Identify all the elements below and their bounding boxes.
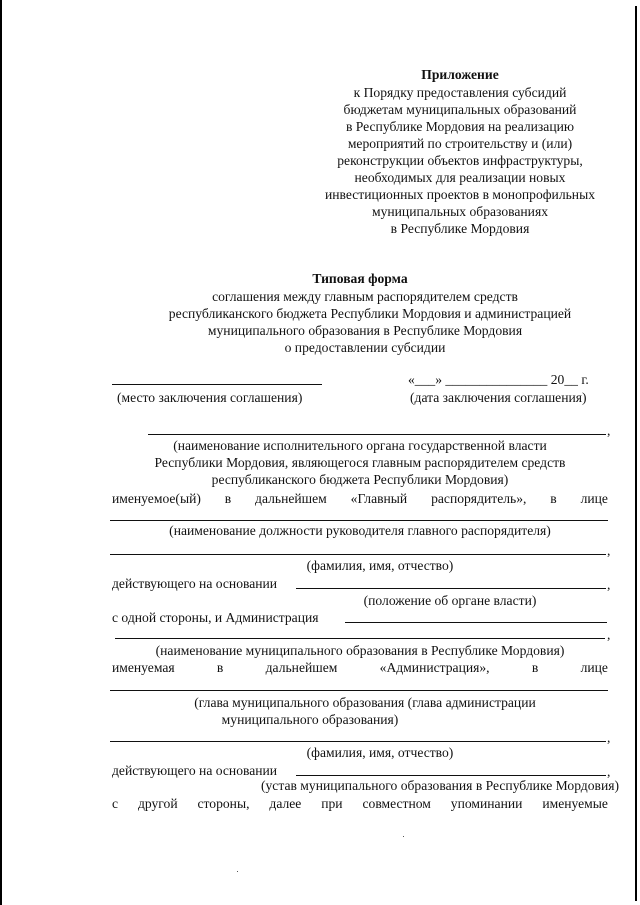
comma: ,: [607, 730, 611, 745]
scan-border-right: [635, 6, 637, 901]
form-title: Типовая форма: [312, 271, 408, 286]
date-field[interactable]: «___» _______________ 20__ г.: [408, 372, 589, 387]
comma: ,: [607, 577, 611, 592]
charter-caption: (устав муниципального образования в Республике Мордовия): [260, 778, 619, 793]
exec-body-caption: Республики Мордовия, являющегося главным распорядителем средств: [154, 455, 566, 470]
word: дальнейшем: [255, 491, 327, 506]
appendix-line: необходимых для реализации новых: [354, 170, 566, 185]
appendix-line: мероприятий по строительству и (или): [347, 136, 573, 151]
named-admin-line: [112, 659, 608, 676]
appendix-line: в Республике Мордовия на реализацию: [345, 119, 575, 134]
acting-basis-label-2: действующего на основании: [112, 763, 278, 778]
fio-caption-1: (фамилия, имя, отчество): [306, 558, 454, 573]
word: лице: [580, 660, 608, 675]
head-field-line[interactable]: [110, 690, 608, 691]
word: дальнейшем: [265, 660, 338, 675]
word: лице: [580, 491, 608, 506]
authority-caption: (положение об органе власти): [363, 593, 537, 608]
word: в: [224, 491, 232, 506]
one-side-label: с одной стороны, и Администрация: [112, 610, 319, 625]
word: совместном: [362, 796, 431, 811]
place-caption: (место заключения соглашения): [117, 390, 303, 405]
fio-field-line-2[interactable]: [110, 741, 606, 742]
other-side-line: [112, 795, 608, 812]
scan-speck: [237, 871, 238, 872]
mo-caption: (наименование муниципального образования в Республике Мордовия): [155, 643, 565, 658]
comma: ,: [607, 543, 611, 558]
word: «Главный: [350, 491, 408, 506]
head-caption: муниципального образования): [221, 712, 399, 727]
fio-caption-2: (фамилия, имя, отчество): [306, 745, 454, 760]
acting-basis-field-2[interactable]: [296, 775, 606, 776]
appendix-line: в Республике Мордовия: [390, 221, 530, 236]
appendix-title: Приложение: [421, 67, 499, 82]
exec-body-caption: (наименование исполнительного органа государственной власти: [173, 438, 547, 453]
acting-basis-label-1: действующего на основании: [112, 576, 278, 591]
form-subtitle-line: соглашения между главным распорядителем средств: [212, 289, 518, 304]
scan-border-left: [0, 0, 2, 905]
form-subtitle-line: муниципального образования в Республике Мордовия: [207, 323, 523, 338]
chief-position-caption: (наименование должности руководителя главного распорядителя): [169, 523, 551, 538]
date-caption: (дата заключения соглашения): [410, 390, 587, 405]
place-field-line[interactable]: [112, 384, 322, 385]
word: стороны,: [197, 796, 250, 811]
form-subtitle-line: о предоставлении субсидии: [284, 340, 446, 355]
form-subtitle-line: республиканского бюджета Республики Мордовия и администрацией: [168, 306, 572, 321]
comma: ,: [607, 423, 611, 438]
comma: ,: [607, 627, 611, 642]
head-caption: (глава муниципального образования (глава администрации: [194, 695, 536, 710]
appendix-line: муниципальных образованиях: [371, 204, 548, 219]
word: именуемые: [542, 796, 608, 811]
acting-basis-field-1[interactable]: [296, 588, 606, 589]
word: в: [216, 660, 224, 675]
word: упоминании: [450, 796, 523, 811]
word: при: [321, 796, 343, 811]
word: далее: [269, 796, 302, 811]
fio-field-line-1[interactable]: [110, 554, 606, 555]
exec-body-field-line[interactable]: [148, 434, 606, 435]
mo-field-line[interactable]: [115, 638, 605, 639]
word: «Администрация»,: [379, 660, 490, 675]
named-chief-line: [112, 490, 608, 507]
administration-field-line[interactable]: [345, 622, 607, 623]
word: распорядитель»,: [431, 491, 527, 506]
scan-speck: [403, 836, 404, 837]
comma: ,: [607, 764, 611, 779]
word: именуемая: [112, 660, 175, 675]
appendix-line: реконструкции объектов инфраструктуры,: [337, 153, 583, 168]
appendix-line: инвестиционных проектов в монопрофильных: [324, 187, 596, 202]
appendix-line: бюджетам муниципальных образований: [343, 102, 577, 117]
appendix-line: к Порядку предоставления субсидий: [353, 85, 567, 100]
word: именуемое(ый): [112, 491, 201, 506]
word: с: [112, 796, 119, 811]
word: в: [531, 660, 539, 675]
exec-body-caption: республиканского бюджета Республики Мордовия): [211, 472, 509, 487]
chief-position-field-line[interactable]: [110, 520, 608, 521]
word: другой: [137, 796, 178, 811]
word: в: [550, 491, 557, 506]
